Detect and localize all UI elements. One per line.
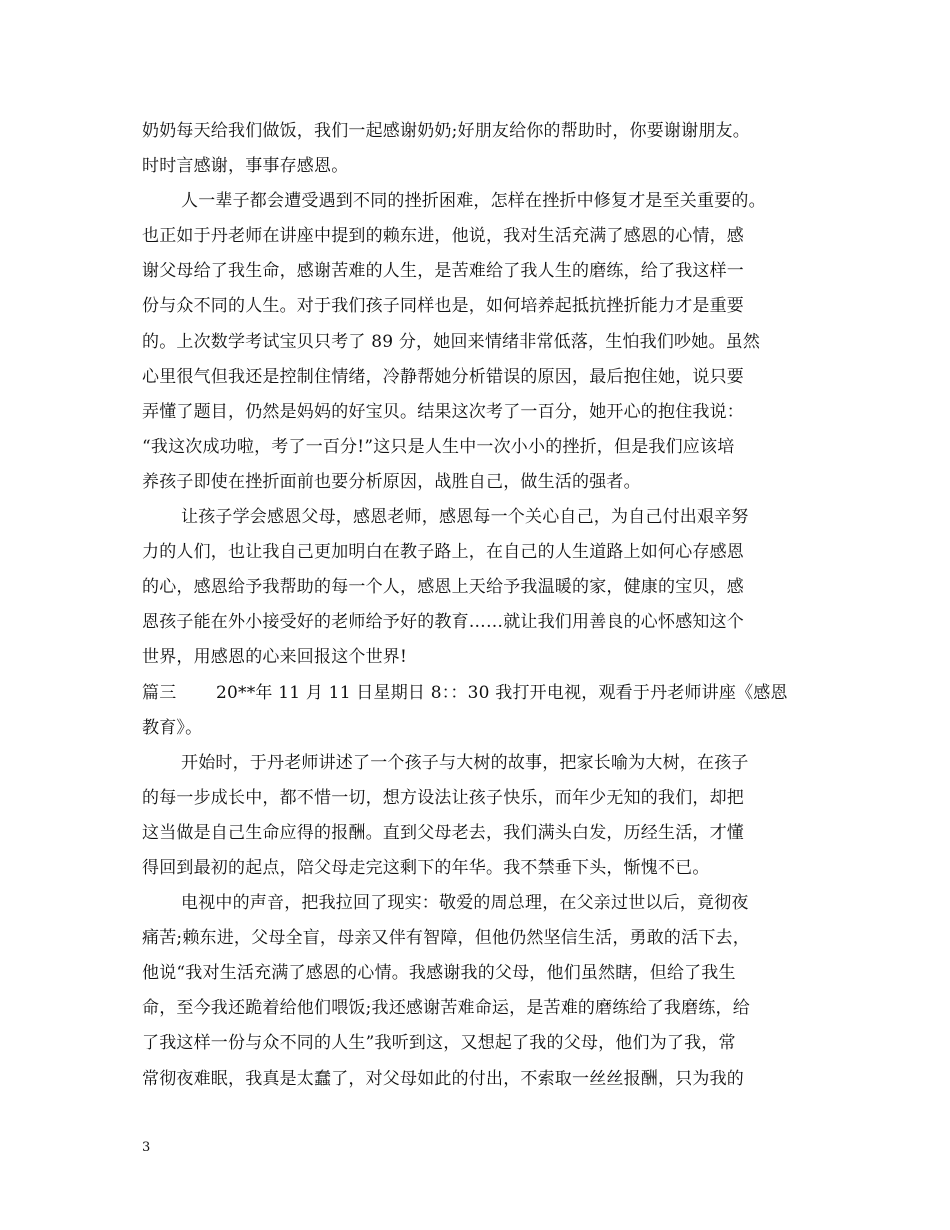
text-line: 得回到最初的起点，陪父母走完这剩下的年华。我不禁垂下头，惭愧不已。 bbox=[142, 857, 710, 878]
text-line: 弄懂了题目，仍然是妈妈的好宝贝。结果这次考了一百分，她开心的抱住我说： bbox=[142, 401, 744, 422]
text-line: 养孩子即使在挫折面前也要分析原因，战胜自己，做生活的强者。 bbox=[142, 471, 641, 492]
text-line: 恩孩子能在外小接受好的老师给予好的教育……就让我们用善良的心怀感知这个 bbox=[142, 612, 744, 633]
text-line: 常彻夜难眠，我真是太蠢了，对父母如此的付出，不索取一丝丝报酬，只为我的 bbox=[142, 1068, 744, 1089]
text-line: 了我这样一份与众不同的人生”我听到这，又想起了我的父母，他们为了我，常 bbox=[142, 1033, 736, 1054]
text-line: 教育》。 bbox=[142, 717, 203, 738]
text-line: 时时言感谢，事事存感恩。 bbox=[142, 156, 349, 177]
text-line: 的。上次数学考试宝贝只考了 89 分，她回来情绪非常低落，生怕我们吵她。虽然 bbox=[142, 331, 761, 352]
text-line: 这当做是自己生命应得的报酬。直到父母老去，我们满头白发，历经生活，才懂 bbox=[142, 822, 744, 843]
text-line: 心里很气但我还是控制住情绪，冷静帮她分析错误的原因，最后抱住她，说只要 bbox=[142, 366, 744, 387]
section-label: 篇三 bbox=[142, 682, 177, 703]
text-line: 人一辈子都会遭受遇到不同的挫折困难，怎样在挫折中修复才是至关重要的。 bbox=[181, 191, 766, 212]
text-line: 份与众不同的人生。对于我们孩子同样也是，如何培养起抵抗挫折能力才是重要 bbox=[142, 296, 744, 317]
text-line: 他说“我对生活充满了感恩的心情。我感谢我的父母，他们虽然瞎，但给了我生 bbox=[142, 963, 736, 984]
text-line: 也正如于丹老师在讲座中提到的赖东进，他说，我对生活充满了感恩的心情，感 bbox=[142, 226, 744, 247]
text-line: 世界，用感恩的心来回报这个世界! bbox=[142, 647, 408, 668]
text-line: “我这次成功啦，考了一百分!”这只是人生中一次小小的挫折，但是我们应该培 bbox=[142, 436, 735, 457]
text-line: 奶奶每天给我们做饭，我们一起感谢奶奶;好朋友给你的帮助时，你要谢谢朋友。 bbox=[142, 121, 750, 141]
text-line: 力的人们，也让我自己更加明白在教子路上，在自己的人生道路上如何心存感恩 bbox=[142, 542, 744, 563]
text-line: 的心，感恩给予我帮助的每一个人，感恩上天给予我温暖的家，健康的宝贝，感 bbox=[142, 577, 744, 598]
text-line: 让孩子学会感恩父母，感恩老师，感恩每一个关心自己，为自己付出艰辛努 bbox=[181, 507, 749, 528]
text-line: 痛苦;赖东进，父母全盲，母亲又伴有智障，但他仍然坚信生活，勇敢的活下去， bbox=[142, 928, 750, 949]
text-line: 20**年 11 月 11 日星期日 8：：30 我打开电视，观看于丹老师讲座《感恩 bbox=[216, 682, 788, 703]
text-line: 开始时，于丹老师讲述了一个孩子与大树的故事，把家长喻为大树，在孩子 bbox=[181, 752, 749, 773]
body-text bbox=[142, 114, 832, 1097]
text-line: 命，至今我还跪着给他们喂饭;我还感谢苦难命运，是苦难的磨练给了我磨练，给 bbox=[142, 998, 750, 1019]
text-line: 的每一步成长中，都不惜一切，想方设法让孩子快乐，而年少无知的我们，却把 bbox=[142, 787, 744, 808]
section-heading-line bbox=[142, 676, 832, 711]
text-line: 谢父母给了我生命，感谢苦难的人生，是苦难给了我人生的磨练，给了我这样一 bbox=[142, 261, 744, 282]
page-number: 3 bbox=[142, 1140, 151, 1155]
text-line: 电视中的声音，把我拉回了现实：敬爱的周总理，在父亲过世以后，竟彻夜 bbox=[181, 893, 749, 914]
